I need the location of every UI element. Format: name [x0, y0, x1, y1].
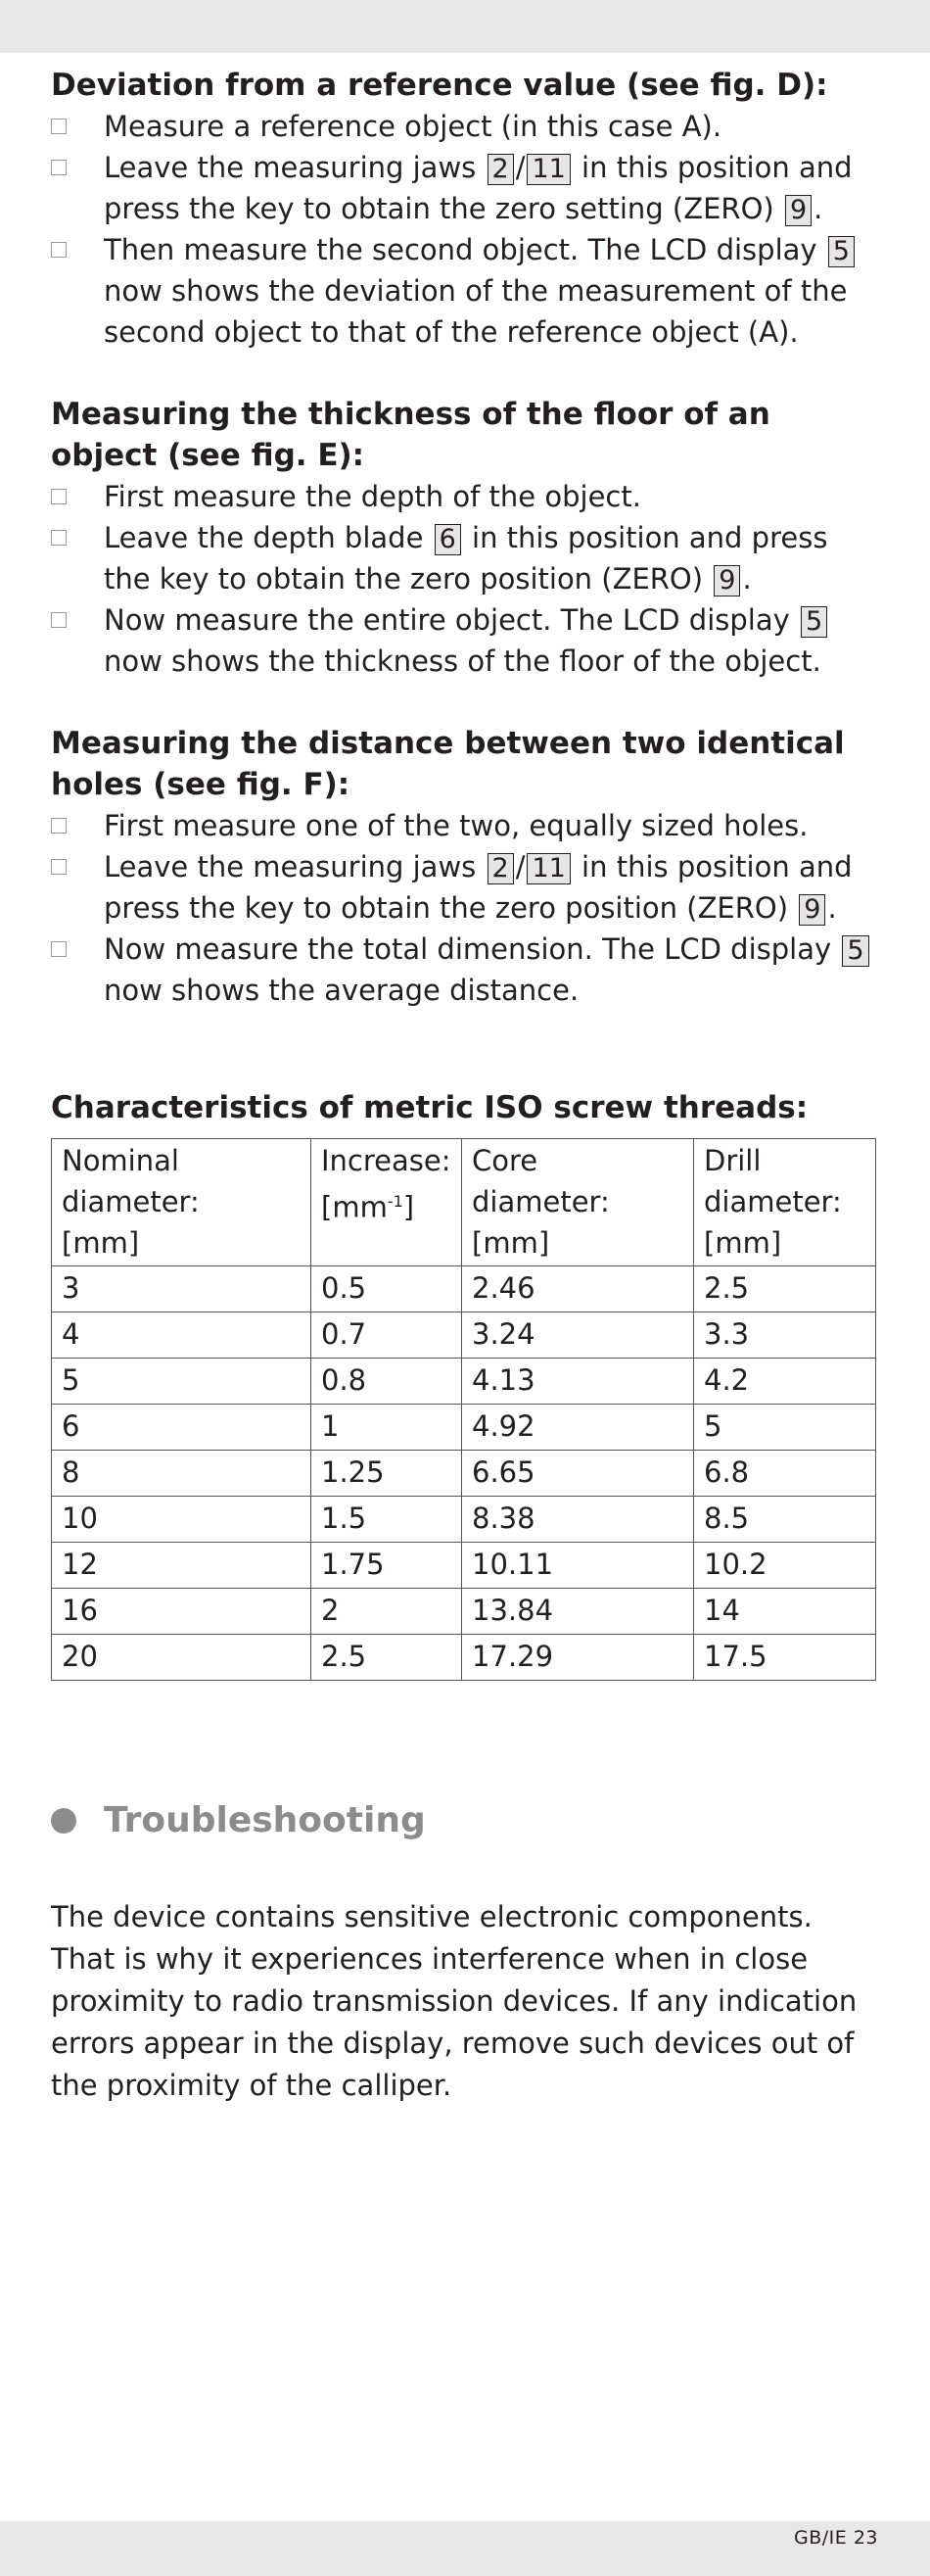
table-row — [52, 1589, 876, 1635]
section-floor-thickness — [51, 394, 875, 682]
troubleshooting-heading — [51, 1800, 426, 1840]
table-cell: 2.5 — [694, 1266, 876, 1312]
part-reference-number: 9 — [799, 894, 825, 926]
table-cell: 3 — [52, 1266, 311, 1312]
step-text: in this position and press the key to obtain the zero position (ZERO) — [104, 850, 853, 925]
step-text: First measure the depth of the object. — [104, 480, 641, 513]
step-item — [51, 147, 875, 229]
checkbox-bullet-icon — [51, 859, 67, 875]
part-reference-number: 2 — [488, 853, 514, 884]
step-item — [51, 929, 875, 1011]
part-reference-number: 5 — [828, 236, 855, 267]
header-increase: Increase: $[mm^{-1}]$ — [311, 1139, 462, 1266]
table-header-row — [52, 1139, 876, 1266]
part-reference-number: 2 — [488, 154, 514, 185]
page-number: GB/IE 23 — [794, 2527, 878, 2549]
step-text: now shows the thickness of the floor of the object. — [104, 644, 821, 678]
table-cell: 1 — [311, 1405, 462, 1451]
table-cell: 17.29 — [462, 1635, 694, 1681]
step-text: Measure a reference object (in this case A). — [104, 110, 722, 143]
section-title: Measuring the thickness of the floor of an object (see fig. E): — [51, 397, 770, 473]
table-cell: 5 — [694, 1405, 876, 1451]
table-cell: 1.5 — [311, 1497, 462, 1543]
step-text: Then measure the second object. The LCD display — [104, 233, 826, 266]
table-row — [52, 1543, 876, 1589]
table-cell: 0.8 — [311, 1359, 462, 1405]
table-cell: 14 — [694, 1589, 876, 1635]
step-text: / — [515, 151, 526, 184]
checkbox-bullet-icon — [51, 530, 67, 546]
step-text: First measure one of the two, equally sized holes. — [104, 809, 809, 842]
table-cell: 12 — [52, 1543, 311, 1589]
step-text: in this position and press the key to obtain the zero position (ZERO) — [104, 521, 828, 596]
table-row — [52, 1312, 876, 1359]
top-bar — [0, 0, 930, 53]
step-text: . — [814, 192, 823, 225]
step-text: in this position and press the key to obtain the zero setting (ZERO) — [104, 151, 853, 225]
part-reference-number: 9 — [785, 195, 812, 226]
table-row — [52, 1451, 876, 1497]
table-row — [52, 1359, 876, 1405]
step-text: now shows the average distance. — [104, 974, 580, 1007]
table-cell: 3.3 — [694, 1312, 876, 1359]
table-cell: 10.11 — [462, 1543, 694, 1589]
step-text: Leave the measuring jaws — [104, 151, 486, 184]
step-item — [51, 476, 875, 517]
checkbox-bullet-icon — [51, 119, 67, 134]
table-cell: 4.92 — [462, 1405, 694, 1451]
troubleshooting-text: The device contains sensitive electronic components. That is why it experiences interference when in close proximity to radio transmission devices. If any indication errors appear in the display, remove such devices out of the proximity of the calliper. — [51, 1900, 858, 2102]
checkbox-bullet-icon — [51, 489, 67, 504]
table-cell: 1.25 — [311, 1451, 462, 1497]
table-cell: 8 — [52, 1451, 311, 1497]
part-reference-number: 11 — [527, 154, 570, 185]
bullet-dot-icon — [51, 1808, 76, 1834]
footer-bar — [0, 2521, 930, 2576]
table-cell: 13.84 — [462, 1589, 694, 1635]
table-cell: 5 — [52, 1359, 311, 1405]
table-cell: 8.38 — [462, 1497, 694, 1543]
section-title: Measuring the distance between two identical holes (see fig. F): — [51, 726, 845, 802]
table-cell: 10 — [52, 1497, 311, 1543]
checkbox-bullet-icon — [51, 941, 67, 957]
step-item — [51, 106, 875, 147]
step-item — [51, 599, 875, 682]
checkbox-bullet-icon — [51, 818, 67, 834]
part-reference-number: 9 — [714, 565, 740, 596]
table-cell: 4 — [52, 1312, 311, 1359]
step-list — [51, 476, 875, 682]
checkbox-bullet-icon — [51, 242, 67, 258]
table-cell: 4.13 — [462, 1359, 694, 1405]
section-title: Deviation from a reference value (see fig. D): — [51, 68, 828, 103]
table-cell: 2.5 — [311, 1635, 462, 1681]
part-reference-number: 6 — [435, 524, 461, 555]
table-cell: 4.2 — [694, 1359, 876, 1405]
step-text: Leave the measuring jaws — [104, 850, 486, 883]
table-cell: 2.46 — [462, 1266, 694, 1312]
checkbox-bullet-icon — [51, 160, 67, 175]
table-cell: 6 — [52, 1405, 311, 1451]
table-row — [52, 1405, 876, 1451]
header-core-diameter: Core diameter: [mm] — [462, 1139, 694, 1266]
part-reference-number: 5 — [801, 606, 827, 638]
table-cell: 0.7 — [311, 1312, 462, 1359]
table-cell: 0.5 — [311, 1266, 462, 1312]
step-item — [51, 517, 875, 599]
table-row — [52, 1266, 876, 1312]
step-item — [51, 846, 875, 929]
step-text: now shows the deviation of the measurement of the second object to that of the reference object (A). — [104, 274, 848, 349]
step-list — [51, 106, 875, 353]
table-title: Characteristics of metric ISO screw threads: — [51, 1090, 809, 1125]
table-cell: 6.65 — [462, 1451, 694, 1497]
step-item — [51, 805, 875, 846]
table-cell: 16 — [52, 1589, 311, 1635]
step-text: Now measure the total dimension. The LCD display — [104, 932, 841, 966]
part-reference-number: 11 — [527, 853, 570, 884]
table-cell: 6.8 — [694, 1451, 876, 1497]
content — [51, 65, 875, 1681]
step-text: Leave the depth blade — [104, 521, 433, 554]
table-cell: 10.2 — [694, 1543, 876, 1589]
step-text: / — [515, 850, 526, 883]
screw-thread-table — [51, 1138, 876, 1681]
checkbox-bullet-icon — [51, 612, 67, 628]
step-text: Now measure the entire object. The LCD display — [104, 603, 799, 637]
section-deviation — [51, 65, 875, 353]
header-nominal-diameter: Nominal diameter: [mm] — [52, 1139, 311, 1266]
table-cell: 8.5 — [694, 1497, 876, 1543]
table-row — [52, 1497, 876, 1543]
part-reference-number: 5 — [842, 935, 868, 967]
section-hole-distance — [51, 723, 875, 1011]
step-text: . — [742, 562, 752, 596]
step-item — [51, 229, 875, 353]
table-cell: 2 — [311, 1589, 462, 1635]
table-cell: 3.24 — [462, 1312, 694, 1359]
step-list — [51, 805, 875, 1011]
troubleshooting-title: Troubleshooting — [104, 1800, 426, 1840]
table-cell: 20 — [52, 1635, 311, 1681]
step-text: . — [827, 891, 837, 925]
table-cell: 17.5 — [694, 1635, 876, 1681]
table-cell: 1.75 — [311, 1543, 462, 1589]
header-drill-diameter: Drill diameter: [mm] — [694, 1139, 876, 1266]
table-row — [52, 1635, 876, 1681]
